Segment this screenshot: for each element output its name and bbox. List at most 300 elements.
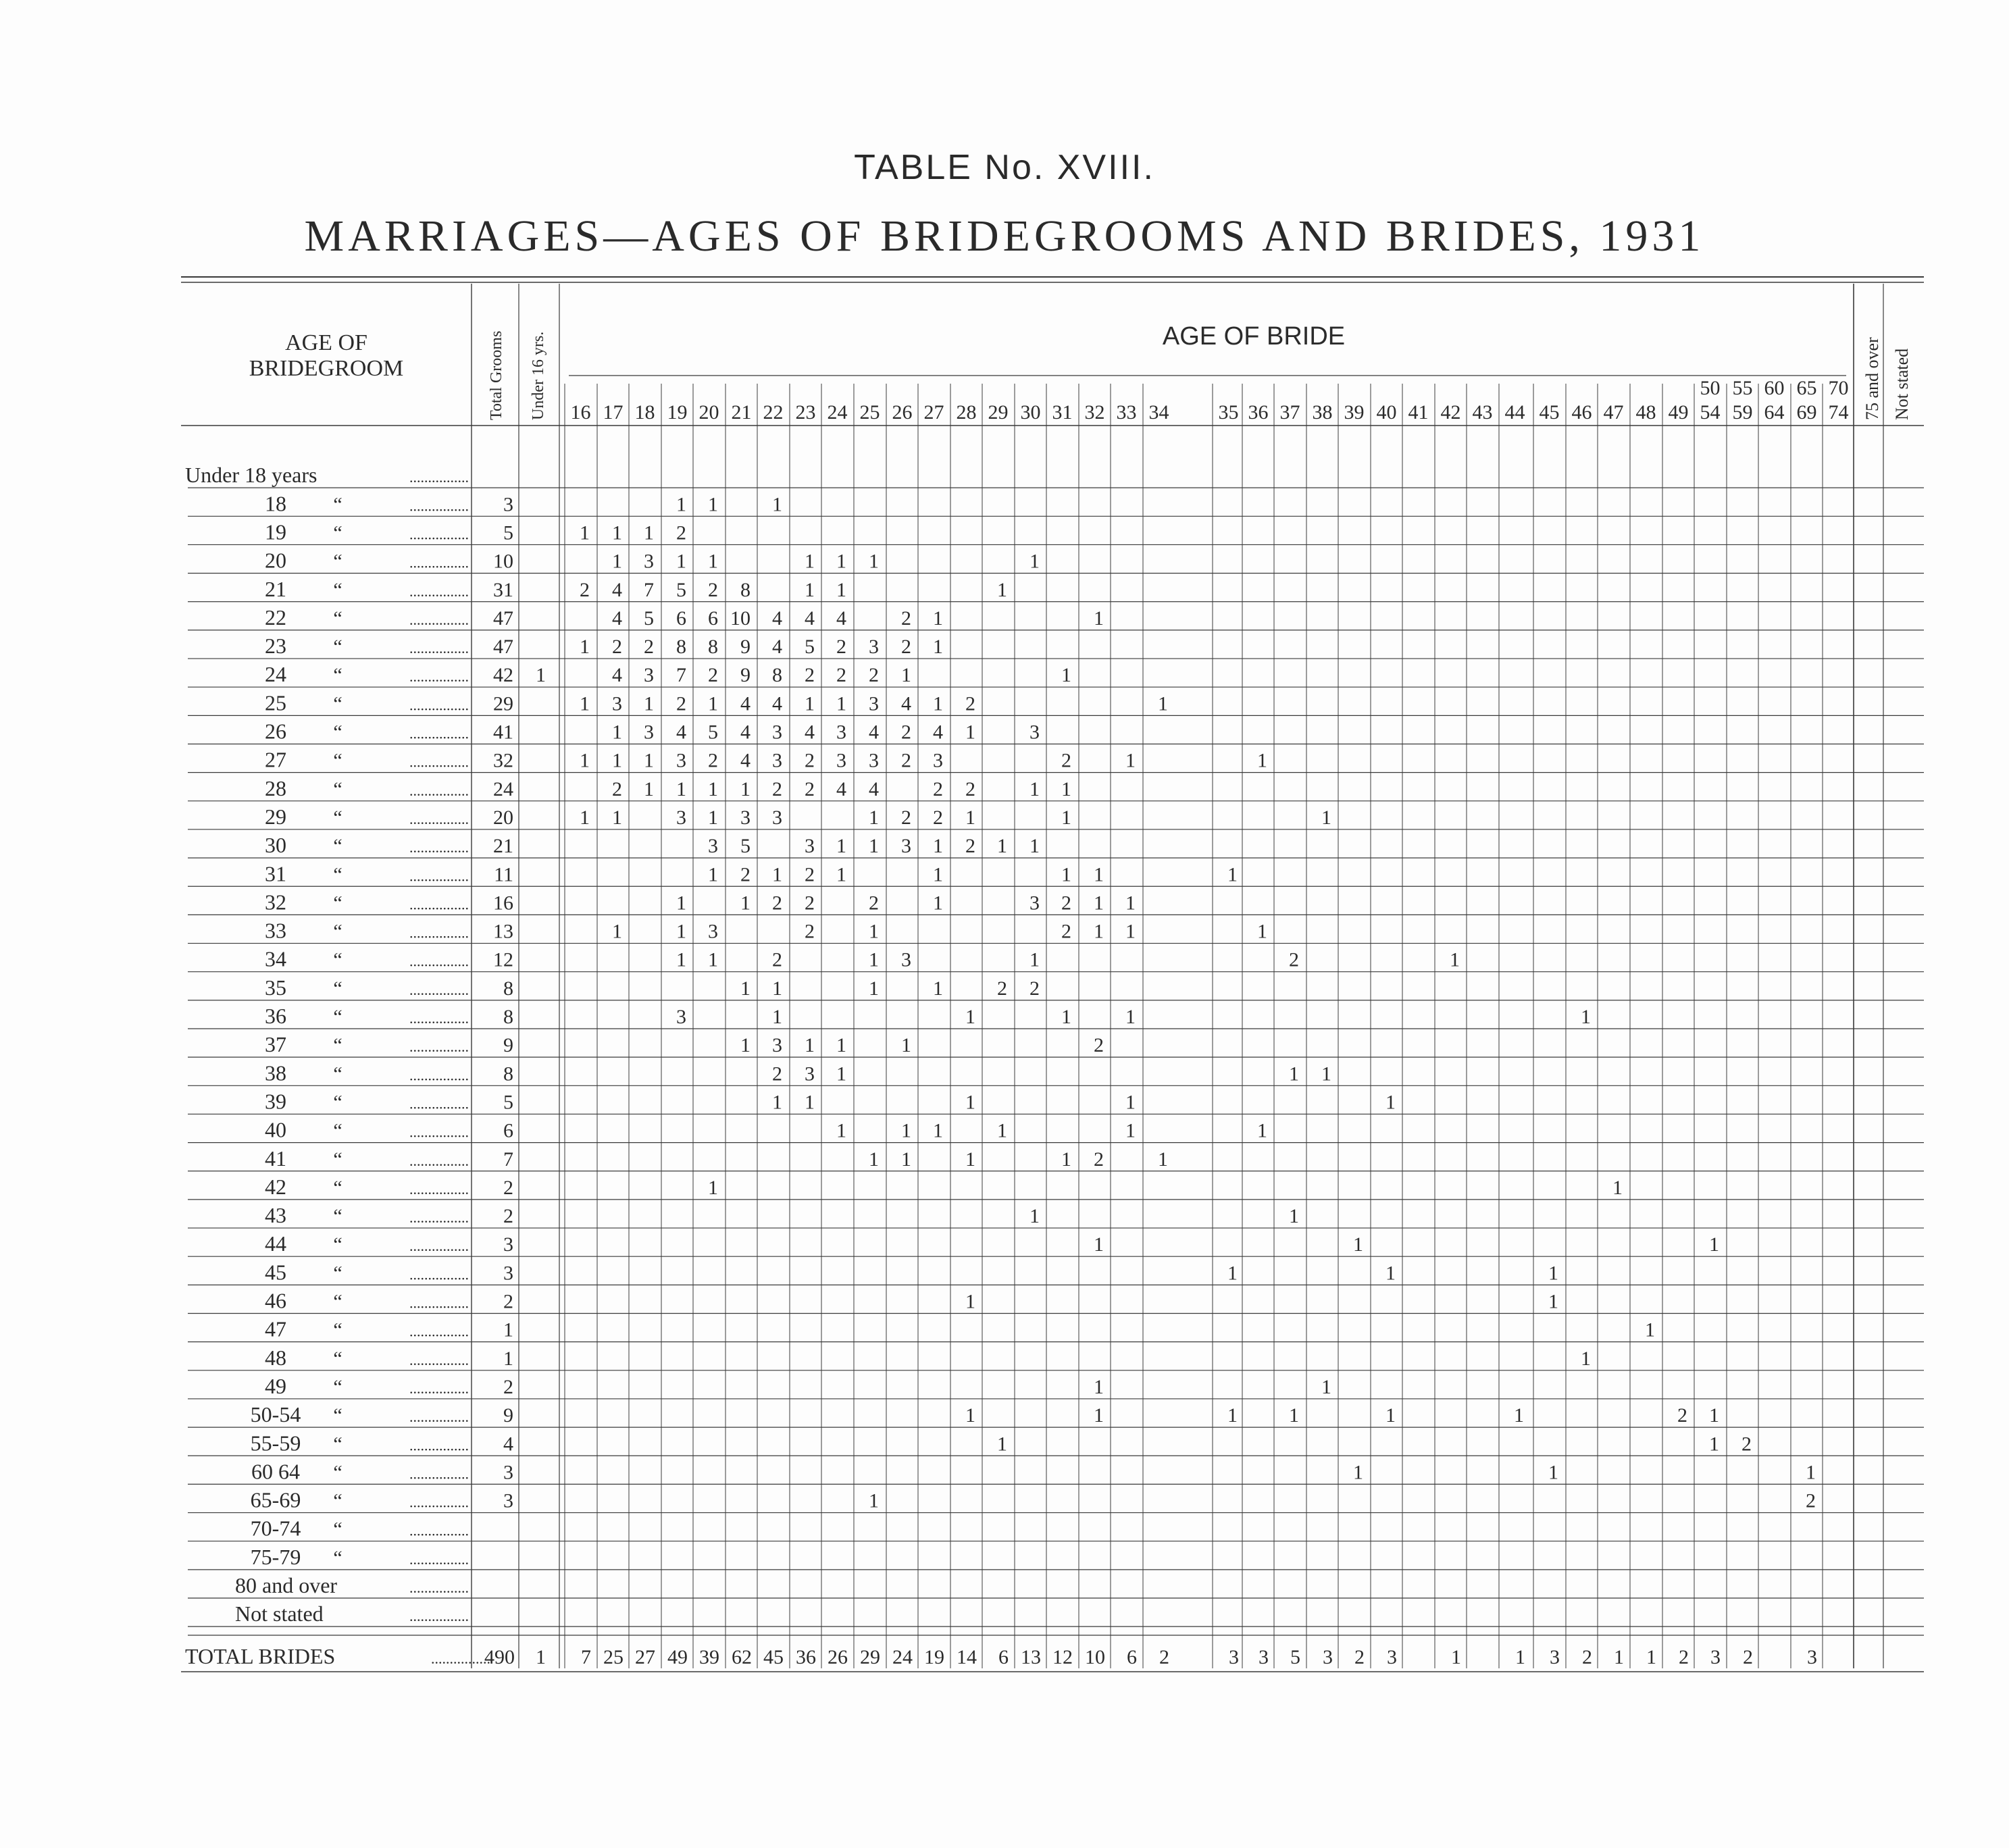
bride-count-cell: 1 [933, 835, 943, 858]
leader-dots: ................ [409, 525, 469, 543]
bride-age-header-44: 44 [1504, 401, 1525, 424]
bride-count-cell: 1 [708, 692, 718, 715]
bride-count-cell: 1 [933, 692, 943, 715]
bride-count-cell: 2 [676, 692, 686, 715]
bride-age-header-60-64-end: 64 [1764, 401, 1785, 424]
bride-count-cell: 2 [740, 863, 751, 886]
stub-header-line-2: BRIDEGROOM [249, 356, 404, 381]
bride-count-cell: 3 [836, 721, 846, 744]
bride-count-cell: 4 [612, 664, 622, 687]
bride-count-cell: 1 [580, 521, 590, 544]
bride-count-cell: 2 [869, 664, 879, 687]
total-brides-cell: 6 [1127, 1646, 1137, 1668]
bride-count-cell: 1 [612, 521, 622, 544]
leader-dots: ................ [409, 867, 469, 885]
bride-count-cell: 1 [644, 692, 654, 715]
bride-count-cell: 2 [708, 578, 718, 601]
bride-count-cell: 1 [1094, 863, 1104, 886]
groom-age-label: 34 [265, 946, 286, 971]
bride-count-cell: 2 [772, 948, 782, 971]
total-brides-cell: 5 [1290, 1646, 1300, 1668]
bride-count-cell: 1 [1125, 749, 1136, 772]
bride-age-header-18: 18 [634, 401, 655, 424]
groom-age-label: 21 [265, 576, 286, 601]
bride-count-cell: 3 [772, 749, 782, 772]
bride-count-cell: 1 [740, 892, 751, 915]
bride-count-cell: 1 [644, 749, 654, 772]
groom-age-label: 29 [265, 804, 286, 829]
bride-count-cell: 2 [1061, 920, 1071, 943]
bride-count-cell: 3 [836, 749, 846, 772]
groom-age-label: 44 [265, 1231, 286, 1256]
total-grooms-cell: 6 [503, 1119, 513, 1142]
bride-count-cell: 1 [708, 1176, 718, 1199]
bride-count-cell: 1 [869, 977, 879, 1000]
total-grooms-cell: 16 [493, 892, 513, 915]
groom-age-label: 46 [265, 1288, 286, 1313]
bride-count-cell: 5 [740, 835, 751, 858]
groom-age-label: 40 [265, 1117, 286, 1142]
bride-count-cell: 1 [1094, 1233, 1104, 1256]
bride-count-cell: 1 [1385, 1404, 1396, 1427]
ditto-mark: “ [333, 521, 342, 544]
groom-age-label: 60 64 [251, 1459, 300, 1484]
total-brides-cell: 27 [635, 1646, 655, 1668]
bride-count-cell: 9 [740, 636, 751, 659]
bride-count-cell: 2 [805, 863, 815, 886]
groom-age-label: 38 [265, 1060, 286, 1085]
leader-dots: ................ [409, 1010, 469, 1027]
total-grooms-cell: 12 [493, 948, 513, 971]
total-brides-cell: 3 [1807, 1646, 1817, 1668]
bride-count-cell: 3 [869, 749, 879, 772]
bride-count-cell: 3 [772, 1034, 782, 1057]
bride-count-cell: 9 [740, 664, 751, 687]
bride-age-header-17: 17 [603, 401, 624, 424]
bride-count-cell: 1 [933, 863, 943, 886]
groom-age-label: 75-79 [250, 1544, 301, 1569]
bride-count-cell: 1 [965, 1006, 975, 1028]
groom-age-label: 80 and over [235, 1573, 338, 1597]
bride-count-cell: 2 [612, 777, 622, 800]
bride-count-cell: 1 [1094, 1404, 1104, 1427]
total-grooms-cell: 8 [503, 977, 513, 1000]
bride-count-cell: 1 [933, 892, 943, 915]
leader-dots: ................ [409, 924, 469, 942]
total-grooms-cell: 29 [493, 692, 513, 715]
total-grooms-cell: 8 [503, 1006, 513, 1028]
bride-count-cell: 3 [901, 835, 911, 858]
bride-count-cell: 1 [1514, 1404, 1524, 1427]
bride-age-header-55-59-end: 59 [1732, 401, 1753, 424]
total-grooms-cell: 8 [503, 1062, 513, 1085]
bride-count-cell: 1 [965, 1290, 975, 1313]
bride-age-header-39: 39 [1344, 401, 1365, 424]
total-grooms-cell: 10 [493, 550, 513, 573]
bride-count-cell: 4 [676, 721, 686, 744]
leader-dots: ................ [409, 1180, 469, 1198]
bride-count-cell: 2 [805, 892, 815, 915]
under-16-header: Under 16 yrs. [530, 331, 547, 420]
bride-count-cell: 1 [708, 948, 718, 971]
bride-count-cell: 3 [644, 550, 654, 573]
bride-count-cell: 1 [933, 977, 943, 1000]
total-brides-cell: 29 [860, 1646, 880, 1668]
bride-count-cell: 2 [901, 636, 911, 659]
bride-age-header-29: 29 [988, 401, 1009, 424]
bride-count-cell: 3 [869, 636, 879, 659]
groom-age-label: 47 [265, 1316, 286, 1341]
leader-dots: ................ [409, 668, 469, 686]
under-16-cell: 1 [536, 664, 546, 687]
groom-age-label: 49 [265, 1373, 286, 1398]
table-grid [181, 0, 1937, 1848]
total-brides-cell: 13 [1021, 1646, 1041, 1668]
bride-age-header-38: 38 [1312, 401, 1333, 424]
ditto-mark: “ [333, 1546, 342, 1569]
total-brides-cell: 12 [1052, 1646, 1073, 1668]
bride-count-cell: 3 [708, 835, 718, 858]
total-brides-cell: 3 [1258, 1646, 1269, 1668]
bride-count-cell: 2 [965, 777, 975, 800]
ditto-mark: “ [333, 578, 342, 601]
groom-age-label: 48 [265, 1345, 286, 1370]
bride-count-cell: 4 [740, 721, 751, 744]
bride-count-cell: 1 [1289, 1062, 1299, 1085]
bride-age-header-43: 43 [1472, 401, 1493, 424]
bride-age-header-27: 27 [923, 401, 944, 424]
groom-age-label: 22 [265, 605, 286, 630]
bride-count-cell: 4 [612, 578, 622, 601]
bride-count-cell: 1 [676, 948, 686, 971]
bride-count-cell: 1 [1257, 920, 1267, 943]
ditto-mark: “ [333, 1347, 342, 1370]
ditto-mark: “ [333, 1176, 342, 1199]
bride-count-cell: 2 [805, 920, 815, 943]
bride-count-cell: 1 [1094, 892, 1104, 915]
total-brides-cell: 2 [1354, 1646, 1365, 1668]
groom-age-label: Under 18 years [185, 463, 317, 488]
bride-count-cell: 1 [901, 664, 911, 687]
bride-count-cell: 2 [997, 977, 1007, 1000]
groom-age-label: 35 [265, 975, 286, 1000]
bride-age-header-70-74: 70 [1828, 377, 1849, 399]
bride-count-cell: 2 [901, 607, 911, 630]
total-brides-cell: 24 [892, 1646, 913, 1668]
leader-dots: ................ [409, 497, 469, 515]
bride-count-cell: 5 [805, 636, 815, 659]
bride-count-cell: 1 [1125, 920, 1136, 943]
bride-count-cell: 1 [1125, 892, 1136, 915]
bride-count-cell: 1 [740, 977, 751, 1000]
ditto-mark: “ [333, 1433, 342, 1456]
bride-age-header-55-59: 55 [1732, 377, 1753, 399]
groom-age-label: 32 [265, 890, 286, 915]
leader-dots: ................ [409, 753, 469, 771]
total-brides-cell: 39 [699, 1646, 719, 1668]
bride-count-cell: 3 [901, 948, 911, 971]
bride-age-header-21: 21 [731, 401, 752, 424]
bride-count-cell: 1 [869, 920, 879, 943]
bride-count-cell: 1 [1029, 1205, 1040, 1228]
leader-dots: ................ [409, 1465, 469, 1483]
total-grooms-cell: 2 [503, 1205, 513, 1228]
bride-count-cell: 4 [740, 692, 751, 715]
bride-count-cell: 1 [1548, 1461, 1558, 1484]
bride-count-cell: 1 [836, 1034, 846, 1057]
leader-dots: ................ [409, 554, 469, 571]
bride-count-cell: 1 [1353, 1233, 1363, 1256]
bride-count-cell: 1 [869, 1148, 879, 1171]
bride-count-cell: 1 [612, 550, 622, 573]
bride-count-cell: 1 [836, 863, 846, 886]
bride-count-cell: 2 [933, 806, 943, 829]
ditto-mark: “ [333, 1148, 342, 1171]
total-grooms-cell: 47 [493, 607, 513, 630]
bride-count-cell: 1 [612, 749, 622, 772]
total-brides-cell: 1 [1515, 1646, 1525, 1668]
leader-dots: ................ [409, 1294, 469, 1312]
bride-age-header-25: 25 [859, 401, 880, 424]
bride-count-cell: 3 [708, 920, 718, 943]
bride-count-cell: 1 [965, 1404, 975, 1427]
bride-count-cell: 1 [1548, 1262, 1558, 1285]
bride-age-header-47: 47 [1603, 401, 1624, 424]
total-grooms-cell: 7 [503, 1148, 513, 1171]
bride-count-cell: 1 [1450, 948, 1460, 971]
bride-count-cell: 2 [708, 749, 718, 772]
leader-dots: ................ [409, 1209, 469, 1227]
leader-dots: ................ [409, 1038, 469, 1056]
total-grooms-cell: 2 [503, 1290, 513, 1313]
leader-dots: ................ [409, 839, 469, 856]
bride-count-cell: 1 [708, 493, 718, 516]
bride-count-cell: 1 [708, 863, 718, 886]
bride-count-cell: 1 [805, 1091, 815, 1114]
bride-count-cell: 1 [901, 1034, 911, 1057]
bride-count-cell: 1 [836, 1119, 846, 1142]
leader-dots: ................ [409, 981, 469, 998]
groom-age-label: 18 [265, 491, 286, 516]
groom-age-label: 25 [265, 690, 286, 715]
leader-dots: ................ [409, 469, 469, 486]
bride-count-cell: 2 [965, 692, 975, 715]
bride-count-cell: 1 [997, 835, 1007, 858]
total-brides-cell: 2 [1679, 1646, 1689, 1668]
total-brides-under-16: 1 [536, 1646, 546, 1668]
bride-count-cell: 1 [1548, 1290, 1558, 1313]
bride-count-cell: 2 [708, 664, 718, 687]
bride-count-cell: 1 [901, 1119, 911, 1142]
groom-age-label: 26 [265, 719, 286, 744]
bride-count-cell: 2 [772, 892, 782, 915]
bride-count-cell: 2 [805, 749, 815, 772]
bride-count-cell: 1 [997, 1433, 1007, 1456]
bride-count-cell: 1 [580, 636, 590, 659]
total-brides-cell: 2 [1743, 1646, 1753, 1668]
bride-count-cell: 3 [676, 1006, 686, 1028]
bride-age-header-37: 37 [1279, 401, 1300, 424]
bride-count-cell: 2 [1806, 1489, 1816, 1512]
groom-age-label: 24 [265, 662, 286, 687]
bride-age-header-65-69: 65 [1796, 377, 1817, 399]
bride-count-cell: 1 [869, 806, 879, 829]
bride-count-cell: 2 [869, 892, 879, 915]
total-grooms-cell: 2 [503, 1176, 513, 1199]
bride-count-cell: 6 [676, 607, 686, 630]
bride-count-cell: 1 [772, 1006, 782, 1028]
bride-age-header-42: 42 [1440, 401, 1461, 424]
ditto-mark: “ [333, 721, 342, 744]
total-brides-cell: 62 [732, 1646, 752, 1668]
groom-age-label: 28 [265, 775, 286, 800]
bride-count-cell: 1 [772, 1091, 782, 1114]
bride-count-cell: 8 [676, 636, 686, 659]
bride-age-header-22: 22 [763, 401, 784, 424]
total-brides-cell: 26 [828, 1646, 848, 1668]
bride-count-cell: 1 [612, 806, 622, 829]
leader-dots: ................ [409, 1123, 469, 1141]
total-brides-cell: 3 [1323, 1646, 1333, 1668]
leader-dots: ................ [409, 1550, 469, 1568]
groom-age-label: 70-74 [250, 1516, 301, 1541]
bride-count-cell: 1 [1289, 1205, 1299, 1228]
total-brides-cell: 45 [763, 1646, 784, 1668]
bride-count-cell: 4 [836, 777, 846, 800]
bride-count-cell: 10 [730, 607, 751, 630]
bride-count-cell: 2 [1741, 1433, 1752, 1456]
header-not-stated: Not stated [1892, 348, 1912, 420]
bride-count-cell: 1 [933, 607, 943, 630]
total-brides-cell: 49 [667, 1646, 688, 1668]
bride-count-cell: 1 [1061, 664, 1071, 687]
bride-count-cell: 1 [708, 550, 718, 573]
ditto-mark: “ [333, 1262, 342, 1285]
bride-count-cell: 1 [1061, 863, 1071, 886]
bride-count-cell: 1 [644, 521, 654, 544]
bride-count-cell: 3 [772, 721, 782, 744]
age-of-bride-header: AGE OF BRIDE [1162, 322, 1346, 351]
bride-count-cell: 2 [644, 636, 654, 659]
ditto-mark: “ [333, 749, 342, 772]
bride-count-cell: 1 [1321, 1375, 1331, 1398]
bride-age-header-70-74-end: 74 [1828, 401, 1849, 424]
bride-count-cell: 1 [836, 835, 846, 858]
groom-age-label: 43 [265, 1203, 286, 1228]
bride-count-cell: 1 [869, 835, 879, 858]
total-grooms-cell: 20 [493, 806, 513, 829]
bride-count-cell: 1 [1227, 1404, 1238, 1427]
bride-count-cell: 1 [708, 777, 718, 800]
total-brides-cell: 2 [1159, 1646, 1169, 1668]
ditto-mark: “ [333, 1034, 342, 1057]
bride-count-cell: 2 [901, 806, 911, 829]
bride-count-cell: 2 [1029, 977, 1040, 1000]
bride-count-cell: 1 [1125, 1091, 1136, 1114]
leader-dots: ................ [409, 896, 469, 913]
groom-age-label: 55-59 [250, 1431, 301, 1456]
bride-count-cell: 1 [1094, 1375, 1104, 1398]
bride-count-cell: 1 [612, 721, 622, 744]
bride-count-cell: 1 [580, 749, 590, 772]
bride-age-header-26: 26 [892, 401, 913, 424]
bride-age-header-35: 35 [1218, 401, 1239, 424]
total-brides-cell: 36 [796, 1646, 816, 1668]
bride-count-cell: 3 [676, 806, 686, 829]
total-brides-cell: 25 [603, 1646, 624, 1668]
ditto-mark: “ [333, 863, 342, 886]
bride-count-cell: 2 [836, 664, 846, 687]
bride-count-cell: 1 [1709, 1233, 1719, 1256]
bride-count-cell: 1 [1094, 920, 1104, 943]
bride-count-cell: 2 [772, 1062, 782, 1085]
total-brides-label: TOTAL BRIDES [185, 1644, 336, 1668]
groom-age-label: 39 [265, 1089, 286, 1114]
groom-age-label: Not stated [235, 1601, 324, 1626]
bride-count-cell: 1 [933, 636, 943, 659]
bride-count-cell: 2 [805, 664, 815, 687]
bride-count-cell: 1 [836, 550, 846, 573]
leader-dots: ................ [409, 640, 469, 657]
bride-count-cell: 4 [772, 692, 782, 715]
bride-age-header-40: 40 [1376, 401, 1397, 424]
total-grooms-cell: 3 [503, 493, 513, 516]
bride-count-cell: 4 [869, 777, 879, 800]
bride-count-cell: 8 [708, 636, 718, 659]
total-grooms-cell: 5 [503, 1091, 513, 1114]
bride-count-cell: 2 [965, 835, 975, 858]
bride-count-cell: 1 [1645, 1318, 1655, 1341]
total-brides-cell: 14 [957, 1646, 977, 1668]
bride-count-cell: 1 [1158, 1148, 1168, 1171]
total-grooms-header: Total Grooms [488, 330, 505, 420]
bride-count-cell: 1 [1061, 777, 1071, 800]
groom-age-label: 41 [265, 1146, 286, 1171]
total-grooms-cell: 24 [493, 777, 513, 800]
bride-count-cell: 2 [901, 749, 911, 772]
leader-dots: ................ [409, 582, 469, 600]
leader-dots: ................ [409, 1379, 469, 1397]
bride-count-cell: 1 [1353, 1461, 1363, 1484]
bride-count-cell: 3 [612, 692, 622, 715]
ditto-mark: “ [333, 777, 342, 800]
bride-age-header-23: 23 [795, 401, 816, 424]
bride-count-cell: 1 [805, 1034, 815, 1057]
total-grooms-cell: 13 [493, 920, 513, 943]
total-brides-cell: 19 [924, 1646, 944, 1668]
bride-count-cell: 1 [997, 1119, 1007, 1142]
bride-count-cell: 1 [772, 977, 782, 1000]
bride-count-cell: 1 [836, 692, 846, 715]
bride-count-cell: 4 [772, 607, 782, 630]
total-grooms-cell: 1 [503, 1318, 513, 1341]
bride-count-cell: 1 [869, 948, 879, 971]
leader-dots: ................ [409, 1266, 469, 1283]
bride-age-header-49: 49 [1668, 401, 1689, 424]
bride-count-cell: 4 [869, 721, 879, 744]
bride-count-cell: 3 [740, 806, 751, 829]
ditto-mark: “ [333, 1518, 342, 1541]
bride-count-cell: 1 [933, 1119, 943, 1142]
bride-age-header-34: 34 [1148, 401, 1169, 424]
bride-age-header-41: 41 [1408, 401, 1429, 424]
bride-count-cell: 1 [1094, 607, 1104, 630]
bride-count-cell: 1 [772, 863, 782, 886]
bride-count-cell: 1 [965, 806, 975, 829]
bride-age-header-60-64: 60 [1764, 377, 1785, 399]
bride-count-cell: 1 [1061, 806, 1071, 829]
leader-dots: ................ [409, 696, 469, 714]
